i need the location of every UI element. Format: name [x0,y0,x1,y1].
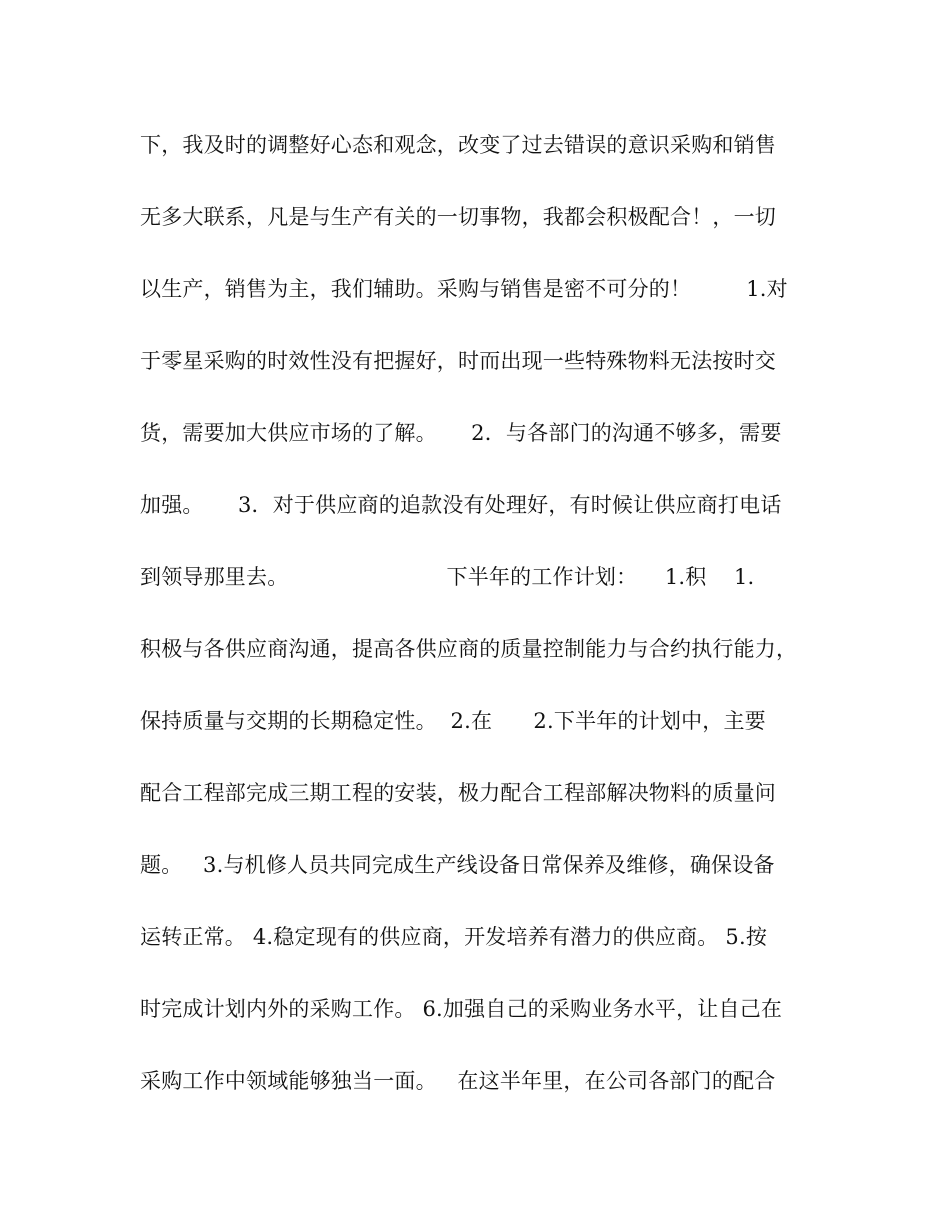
text-line: 运转正常。 4.稳定现有的供应商，开发培养有潜力的供应商。 5.按 [140,925,768,949]
text-line: 无多大联系，凡是与生产有关的一切事物，我都会积极配合！，一切 [140,205,776,229]
text-line: 下，我及时的调整好心态和观念，改变了过去错误的意识采购和销售 [140,133,776,157]
text-line: 保持质量与交期的长期稳定性。 2.在 2.下半年的计划中，主要 [140,709,766,733]
text-line: 加强。 3．对于供应商的追款没有处理好，有时候让供应商打电话 [140,493,782,517]
text-line: 题。 3.与机修人员共同完成生产线设备日常保养及维修，确保设备 [140,853,775,877]
text-line: 采购工作中领域能够独当一面。 在这半年里，在公司各部门的配合 [140,1069,776,1093]
text-line: 于零星采购的时效性没有把握好，时而出现一些特殊物料无法按时交 [140,349,776,373]
text-line: 积极与各供应商沟通，提高各供应商的质量控制能力与合约执行能力， [140,637,798,661]
document-body [140,121,820,1129]
text-line: 配合工程部完成三期工程的安装，极力配合工程部解决物料的质量问 [140,781,776,805]
text-line: 时完成计划内外的采购工作。 6.加强自己的采购业务水平，让自己在 [140,997,783,1021]
text-line: 以生产，销售为主，我们辅助。采购与销售是密不可分的！ 1.对 [140,277,788,301]
text-line: 货，需要加大供应市场的了解。 2．与各部门的沟通不够多，需要 [140,421,782,445]
text-line: 到领导那里去。 下半年的工作计划： 1.积 1. [140,565,755,589]
